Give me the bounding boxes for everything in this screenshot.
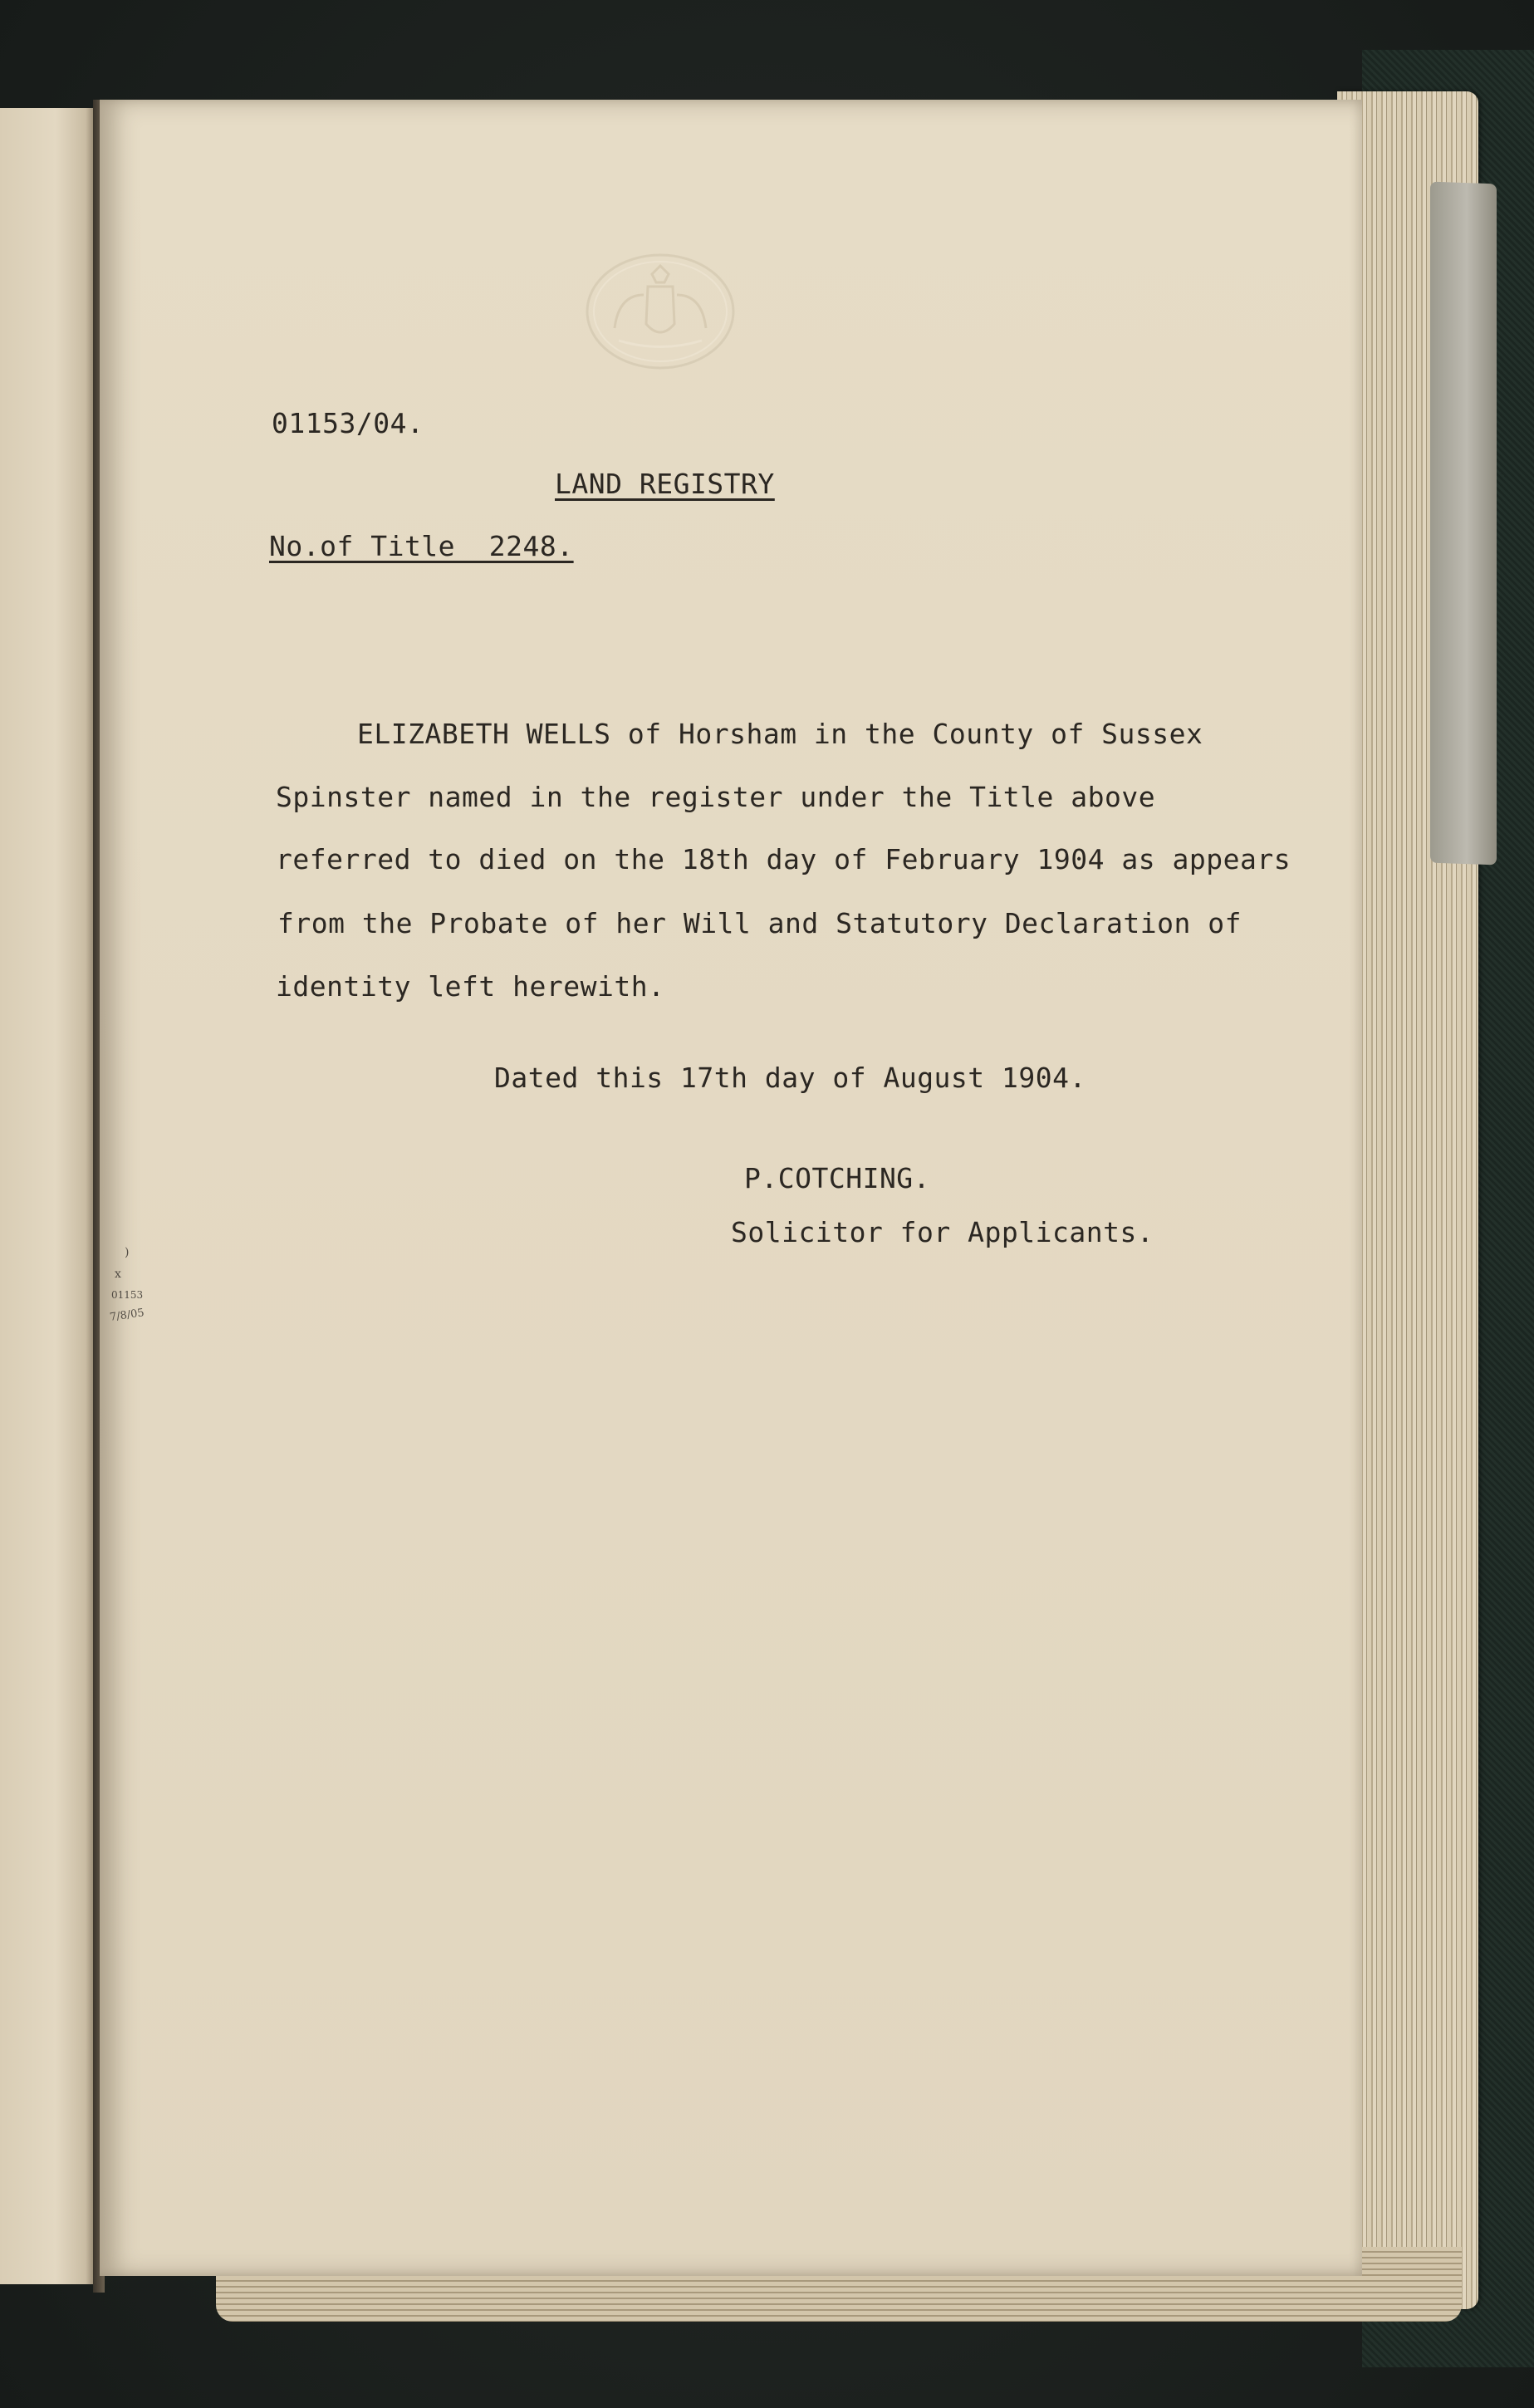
body-line-1: ELIZABETH WELLS of Horsham in the County of Sussex (357, 718, 1203, 750)
body-line-2: Spinster named in the register under the Title above (276, 781, 1156, 813)
embossed-seal-icon (581, 249, 739, 374)
signature-role: Solicitor for Applicants. (731, 1216, 1154, 1248)
body-line-3: referred to died on the 18th day of February 1904 as appears (276, 843, 1291, 875)
dated-line: Dated this 17th day of August 1904. (494, 1062, 1086, 1094)
margin-annotation-line-3: 01153 (111, 1289, 144, 1301)
margin-annotation-line-4: 7/8/05 (109, 1307, 145, 1324)
document-reference: 01153/04. (272, 407, 424, 439)
title-number: No.of Title 2248. (269, 530, 574, 562)
margin-annotation-line-1: ) (125, 1246, 130, 1259)
margin-annotation-line-2: x (115, 1268, 121, 1281)
page-edge-tab (1430, 182, 1497, 866)
body-line-5: identity left herewith. (276, 970, 665, 1003)
left-facing-page (0, 108, 96, 2284)
body-line-4: from the Probate of her Will and Statutory Declaration of (277, 907, 1242, 939)
signature: P.COTCHING. (744, 1162, 931, 1194)
margin-annotation (106, 1246, 161, 1354)
document-heading: LAND REGISTRY (555, 468, 775, 500)
